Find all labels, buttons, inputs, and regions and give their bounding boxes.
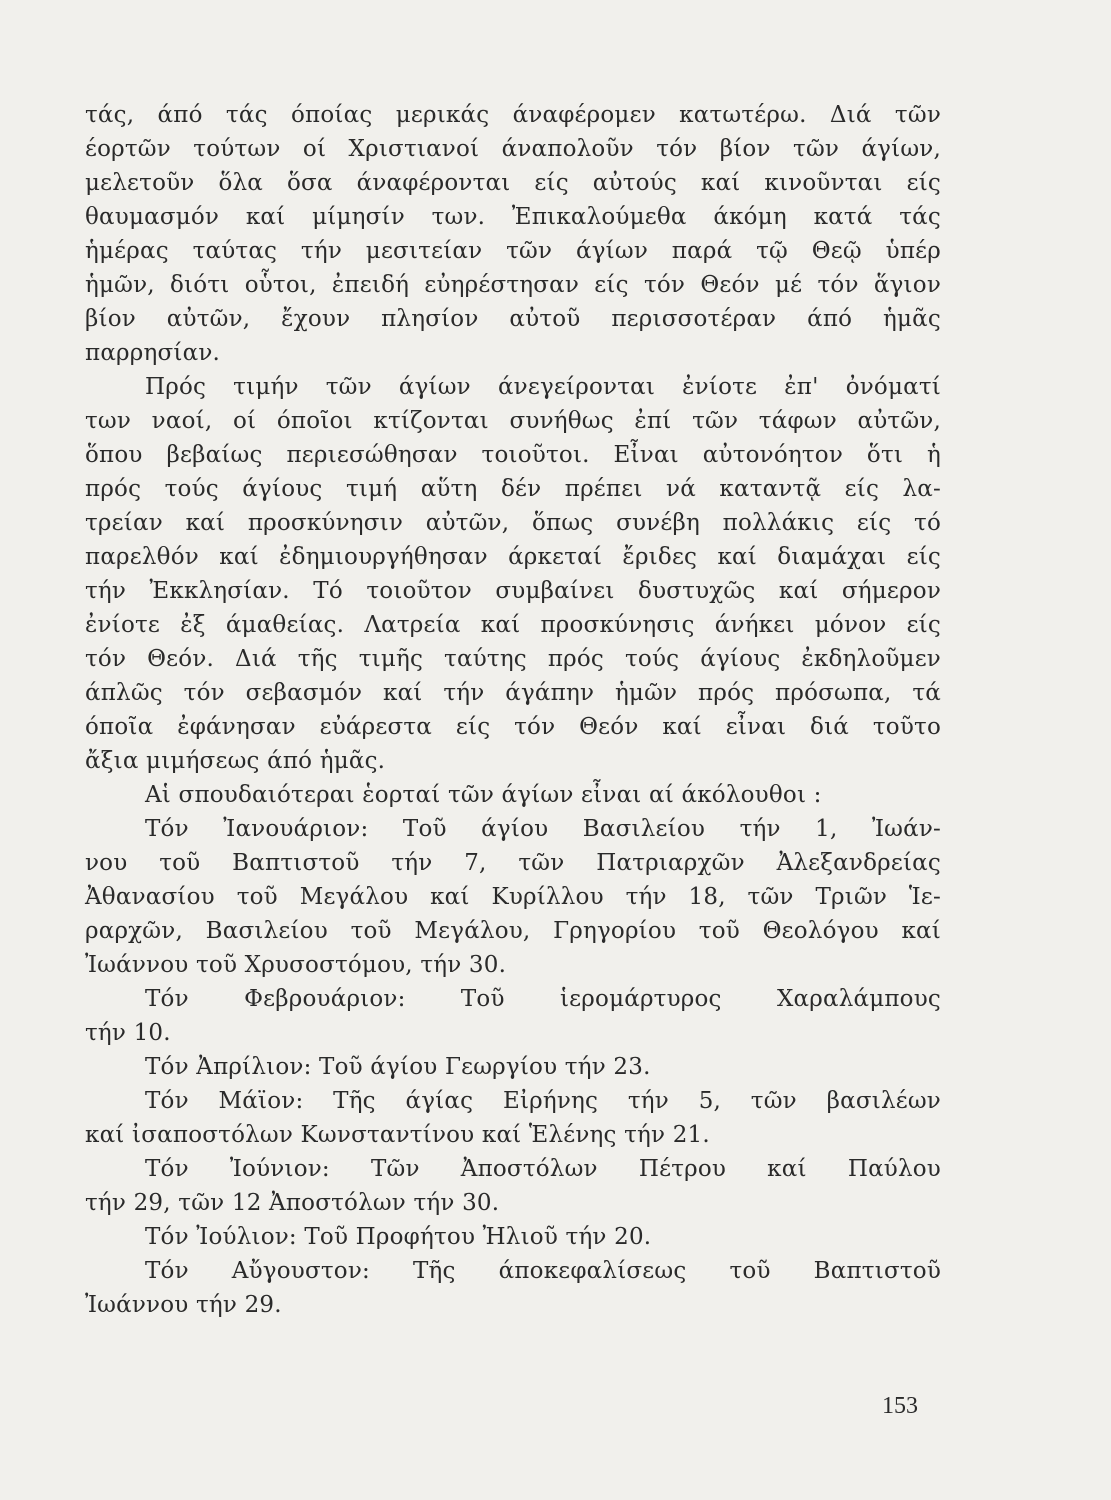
- page-number: 153: [882, 1393, 918, 1419]
- page-body: [85, 98, 941, 1322]
- text-line: τάς, άπό τάς όποίας μερικάς άναφέρομεν κατωτέρω. Διά τῶν: [85, 102, 941, 128]
- text-line: τήν 29, τῶν 12 Ἀποστόλων τήν 30.: [85, 1190, 500, 1216]
- text-line: έορτῶν τούτων οί Χριστιανοί άναπολοῦν τόν βίον τῶν άγίων,: [85, 136, 941, 162]
- text-line: βίον αὐτῶν, ἔχουν πλησίον αὐτοῦ περισσοτέραν άπό ἡμᾶς: [85, 306, 941, 332]
- text-line: Τόν Μάϊον: Τῆς άγίας Εἰρήνης τήν 5, τῶν βασιλέων: [145, 1088, 941, 1114]
- text-line: Ἰωάννου τήν 29.: [85, 1292, 282, 1318]
- text-line: Τόν Ἰούλιον: Τοῦ Προφήτου Ἠλιοῦ τήν 20.: [145, 1224, 652, 1250]
- text-line: Τόν Ἰανουάριον: Τοῦ άγίου Βασιλείου τήν 1, Ἰωάν-: [145, 816, 941, 842]
- text-line: τόν Θεόν. Διά τῆς τιμῆς ταύτης πρός τούς άγίους ἐκδηλοῦμεν: [85, 646, 941, 672]
- text-line: παρελθόν καί ἐδημιουργήθησαν άρκεταί ἔριδες καί διαμάχαι είς: [85, 544, 941, 570]
- text-line: Πρός τιμήν τῶν άγίων άνεγείρονται ἐνίοτε ἐπ' ὀνόματί: [145, 374, 941, 400]
- text-line: ἡμέρας ταύτας τήν μεσιτείαν τῶν άγίων παρά τῷ Θεῷ ὑπέρ: [85, 238, 941, 264]
- text-line: καί ἰσαποστόλων Κωνσταντίνου καί Ἑλένης τήν 21.: [85, 1122, 710, 1148]
- text-line: Τόν Ἀπρίλιον: Τοῦ άγίου Γεωργίου τήν 23.: [145, 1054, 651, 1080]
- text-line: ἄξια μιμήσεως άπό ἡμᾶς.: [85, 748, 386, 774]
- text-line: Ἰωάννου τοῦ Χρυσοστόμου, τήν 30.: [85, 952, 507, 978]
- text-line: ὅπου βεβαίως περιεσώθησαν τοιοῦτοι. Εἶναι αὐτονόητον ὅτι ἡ: [85, 442, 941, 468]
- text-line: Τόν Ἰούνιον: Τῶν Ἀποστόλων Πέτρου καί Παύλου: [145, 1156, 941, 1182]
- text-line: θαυμασμόν καί μίμησίν των. Ἐπικαλούμεθα άκόμη κατά τάς: [85, 204, 941, 230]
- text-line: ἐνίοτε ἐξ άμαθείας. Λατρεία καί προσκύνησις άνήκει μόνον είς: [85, 612, 941, 638]
- text-line: ἡμῶν, διότι οὗτοι, ἐπειδή εὐηρέστησαν είς τόν Θεόν μέ τόν ἅγιον: [85, 272, 941, 298]
- text-line: νου τοῦ Βαπτιστοῦ τήν 7, τῶν Πατριαρχῶν Ἀλεξανδρείας: [85, 850, 941, 876]
- text-line: τρείαν καί προσκύνησιν αὐτῶν, ὅπως συνέβη πολλάκις είς τό: [85, 510, 941, 536]
- text-line: παρρησίαν.: [85, 340, 221, 366]
- text-line: μελετοῦν ὅλα ὅσα άναφέρονται είς αὐτούς καί κινοῦνται είς: [85, 170, 941, 196]
- text-line: των ναοί, οί όποῖοι κτίζονται συνήθως ἐπί τῶν τάφων αὐτῶν,: [85, 408, 941, 434]
- text-line: Τόν Αὔγουστον: Τῆς άποκεφαλίσεως τοῦ Βαπτιστοῦ: [145, 1258, 941, 1284]
- text-line: ραρχῶν, Βασιλείου τοῦ Μεγάλου, Γρηγορίου τοῦ Θεολόγου καί: [85, 918, 941, 944]
- text-line: Αἱ σπουδαιότεραι ἑορταί τῶν άγίων εἶναι αί άκόλουθοι :: [145, 782, 822, 808]
- text-line: όποῖα ἐφάνησαν εὐάρεστα είς τόν Θεόν καί εἶναι διά τοῦτο: [85, 714, 941, 740]
- text-line: Ἀθανασίου τοῦ Μεγάλου καί Κυρίλλου τήν 18, τῶν Τριῶν Ἱε-: [85, 884, 941, 910]
- text-line: τήν 10.: [85, 1020, 171, 1046]
- text-line: πρός τούς άγίους τιμή αὕτη δέν πρέπει νά καταντᾷ είς λα-: [85, 476, 941, 502]
- text-line: άπλῶς τόν σεβασμόν καί τήν άγάπην ἡμῶν πρός πρόσωπα, τά: [85, 680, 941, 706]
- text-line: τήν Ἐκκλησίαν. Τό τοιοῦτον συμβαίνει δυστυχῶς καί σήμερον: [85, 578, 941, 604]
- text-line: Τόν Φεβρουάριον: Τοῦ ἱερομάρτυρος Χαραλάμπους: [145, 986, 941, 1012]
